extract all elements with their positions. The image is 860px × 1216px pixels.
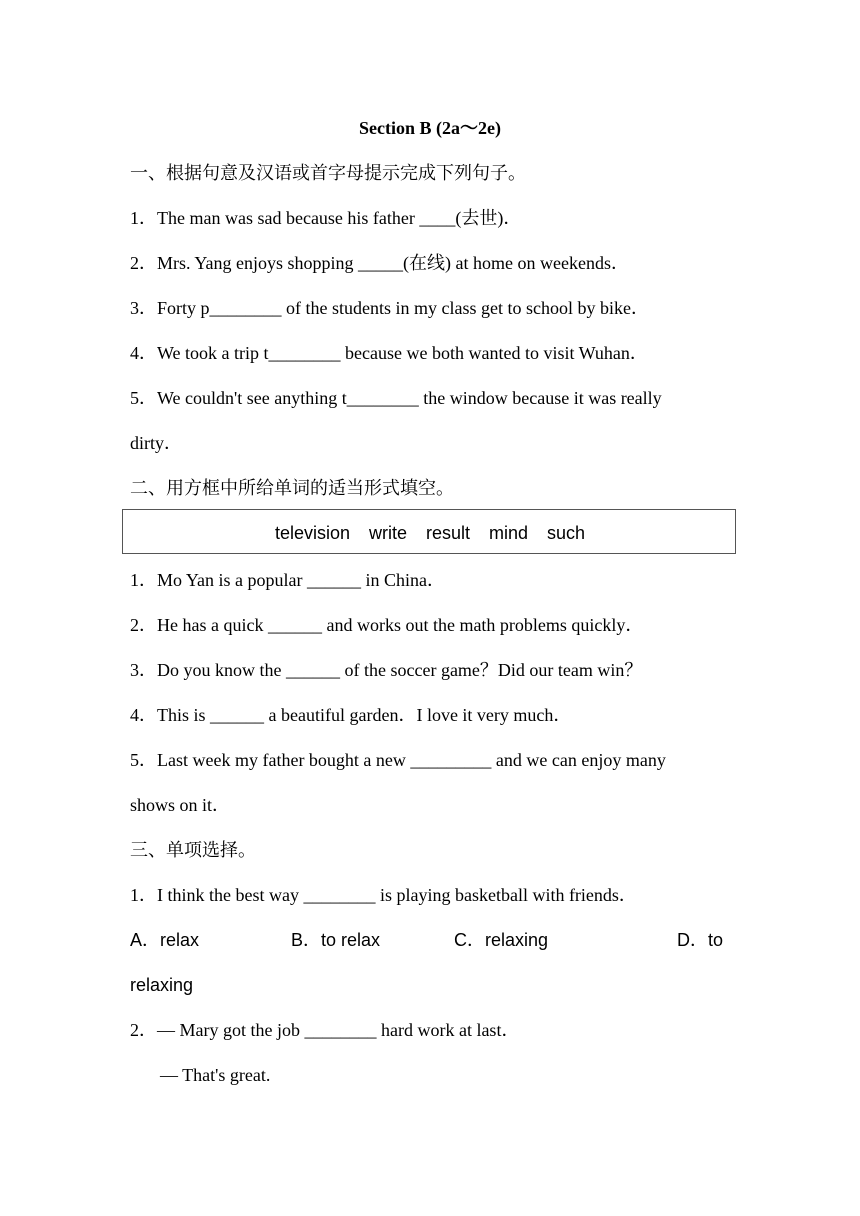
part1-heading: 一、根据句意及汉语或首字母提示完成下列句子。 [130,163,526,183]
q1-option-d-continued: relaxing [130,975,194,995]
q2-reply: — That's great. [160,1065,271,1085]
part1-item-5-continued: dirty． [130,433,182,453]
word-bank-words: television write result mind such [274,523,586,543]
part2-item-5: 5．Last week my father bought a new _________ and we can enjoy many [130,750,666,770]
part1-item-4: 4．We took a trip t________ because we both wanted to visit Wuhan． [130,343,648,363]
part2-item-1: 1．Mo Yan is a popular ______ in China． [130,570,445,590]
part2-item-4: 4．This is ______ a beautiful garden．I love it very much． [130,705,572,725]
q2-stem: 2．— Mary got the job ________ hard work at last． [130,1020,520,1040]
part1-item-1: 1．The man was sad because his father ____(去世)． [130,208,522,228]
part2-item-5-continued: shows on it． [130,795,231,815]
part1-item-2: 2．Mrs. Yang enjoys shopping _____(在线) at home on weekends． [130,253,629,273]
q1-stem: 1．I think the best way ________ is playing basketball with friends． [130,885,637,905]
part2-item-2: 2．He has a quick ______ and works out the math problems quickly． [130,615,644,635]
q1-option-a: A．relax [130,930,200,950]
q1-option-d: D．to [677,930,724,950]
part2-heading: 二、用方框中所给单词的适当形式填空。 [130,478,454,498]
part2-item-3: 3．Do you know the ______ of the soccer game？Did our team win？ [130,660,643,680]
part1-item-5: 5．We couldn't see anything t________ the window because it was really [130,388,662,408]
section-title: Section B (2a～2e) [359,118,501,138]
part3-heading: 三、单项选择。 [130,840,256,860]
word-bank-box [122,509,736,554]
part1-item-3: 3．Forty p________ of the students in my class get to school by bike． [130,298,649,318]
q1-option-b: B．to relax [291,930,381,950]
q1-option-c: C．relaxing [454,930,549,950]
